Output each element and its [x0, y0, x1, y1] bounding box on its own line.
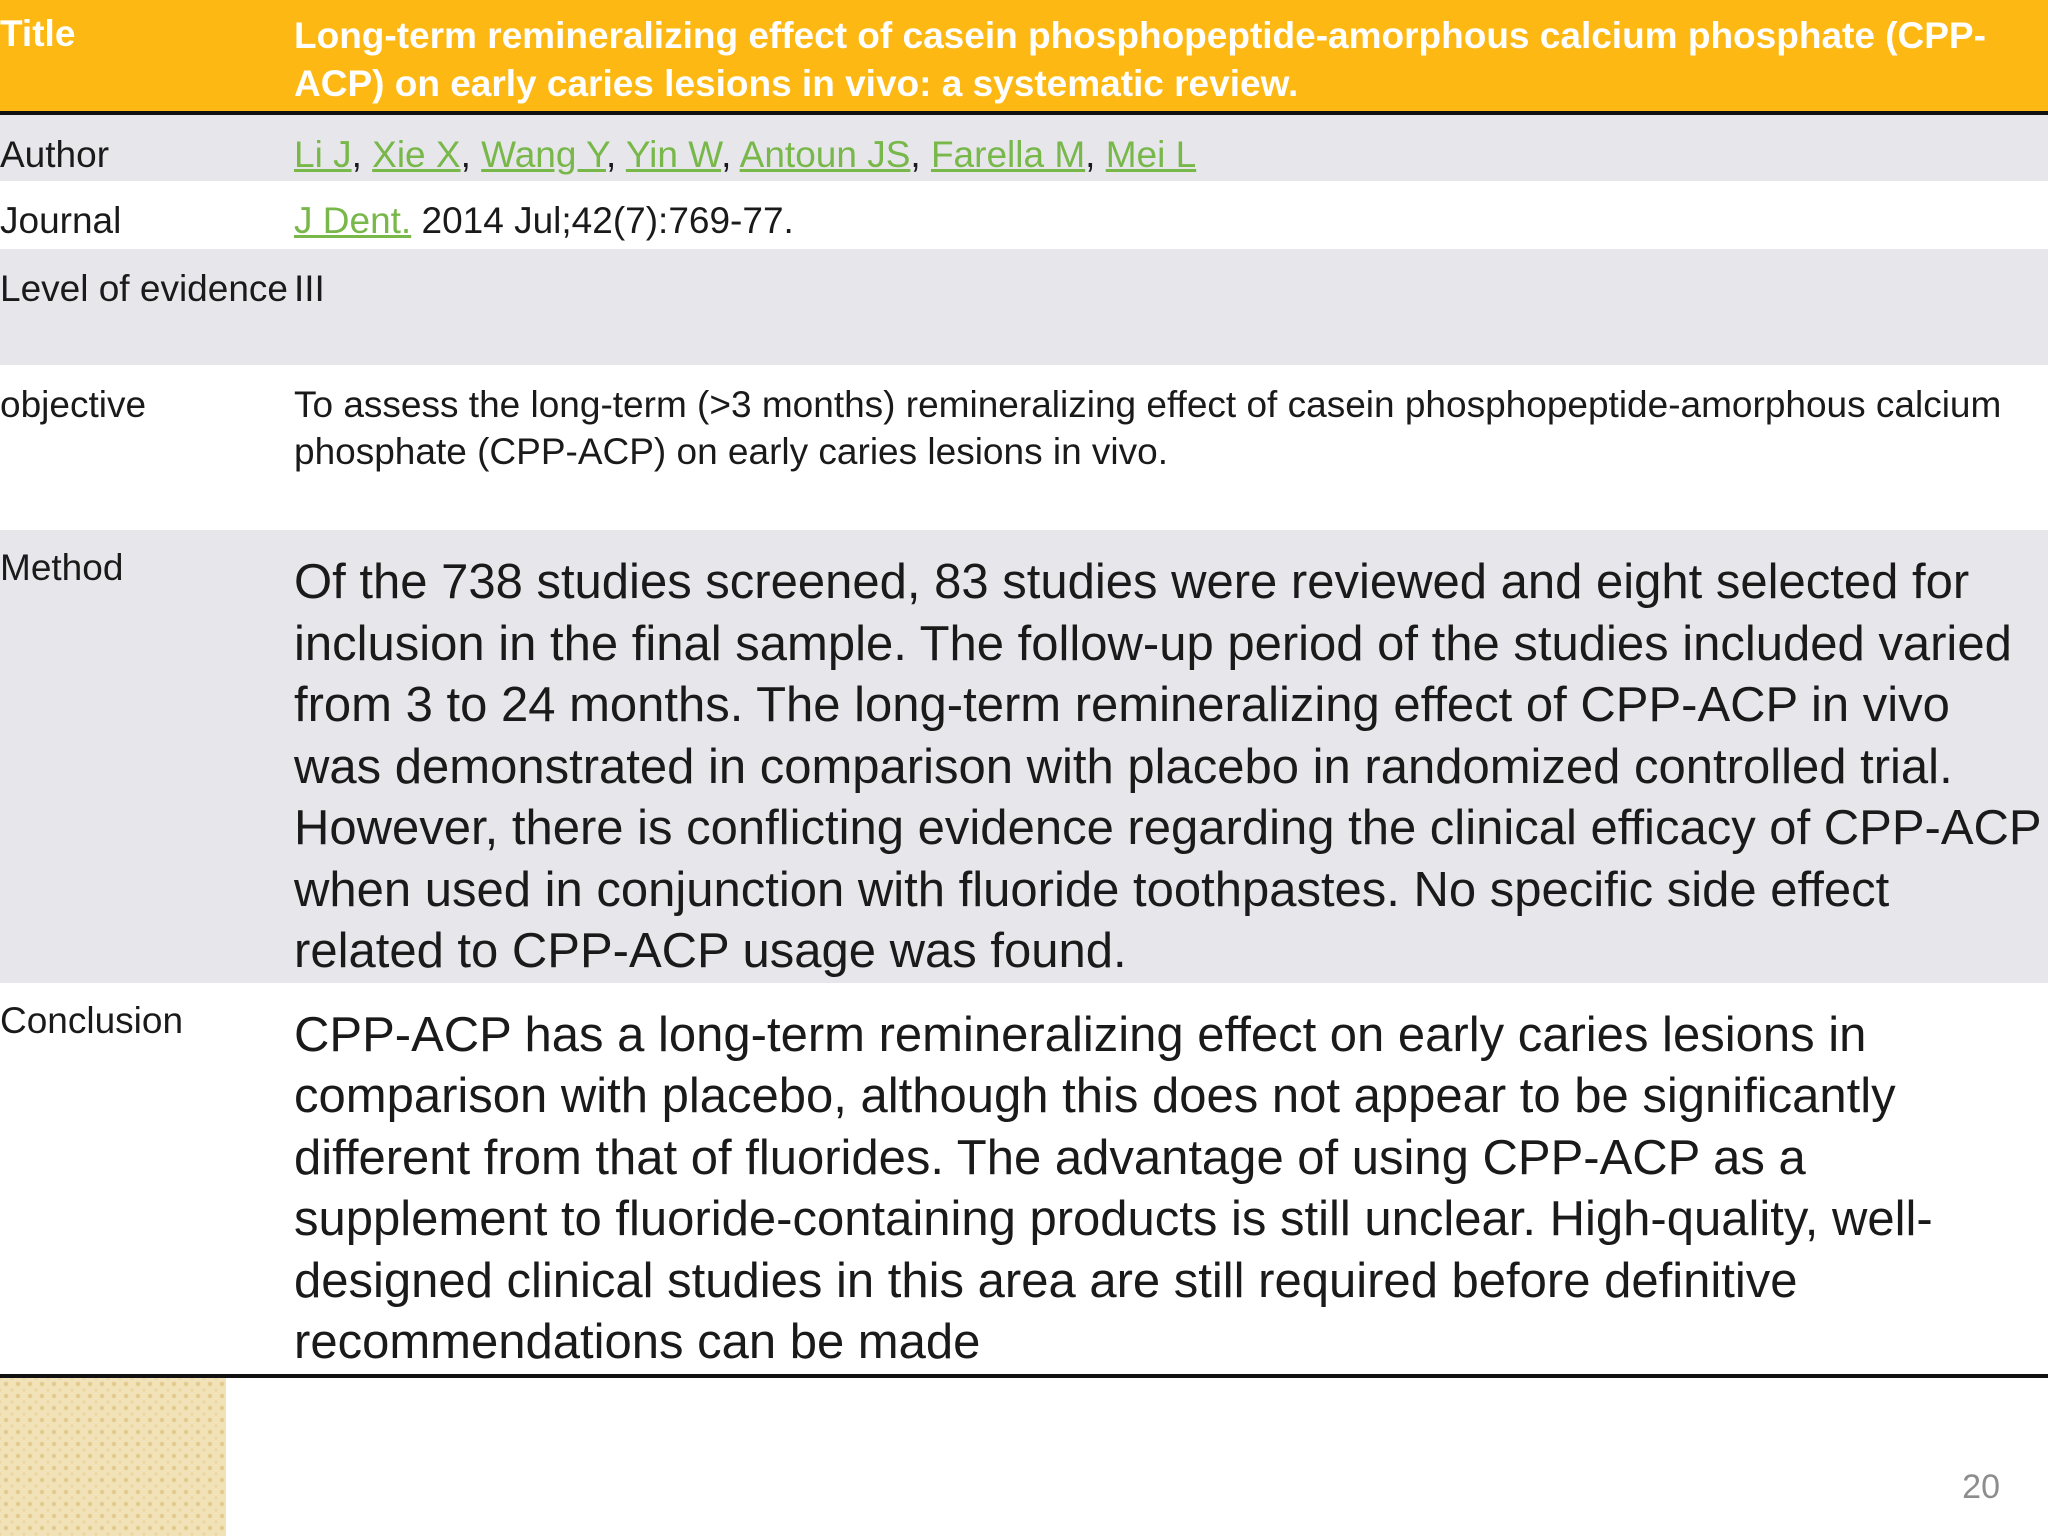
page-number: 20 [1962, 1468, 2000, 1506]
author-separator: , [351, 134, 373, 175]
title-row [0, 0, 2048, 113]
level-of-evidence-row [0, 249, 2048, 365]
journal-citation [294, 181, 2048, 245]
author-label: Author [0, 134, 110, 175]
author-link[interactable]: Wang Y [481, 134, 606, 175]
author-link[interactable]: Farella M [930, 134, 1086, 175]
method-row [0, 530, 2048, 983]
journal-label: Journal [0, 200, 122, 241]
objective-label: objective [0, 384, 147, 425]
journal-details: 2014 Jul;42(7):769-77. [411, 200, 794, 241]
author-link[interactable]: Li J [294, 134, 352, 175]
method-text: Of the 738 studies screened, 83 studies were reviewed and eight selected for inclusion in the final sample. The follow-up period of the studies included varied from 3 to 24 months. The long-term remineralizing effect of CPP-ACP in vivo was demonstrated in comparison with placebo in randomized controlled trial. However, there is conflicting evidence regarding the clinical efficacy of CPP-ACP when used in conjunction with fluoride toothpastes. No specific side effect related to CPP-ACP usage was found. [294, 555, 2041, 978]
journal-link[interactable]: J Dent. [294, 200, 412, 241]
objective-text: To assess the long-term (>3 months) remineralizing effect of casein phosphopeptide-amorphous calcium phosphate (CPP-ACP) on early caries lesions in vivo. [294, 384, 2002, 472]
method-label: Method [0, 547, 124, 588]
footer-decoration [0, 1378, 226, 1536]
journal-row [0, 181, 2048, 249]
author-link[interactable]: Xie X [372, 134, 461, 175]
author-row [0, 113, 2048, 181]
title-label: Title [0, 0, 294, 113]
conclusion-row [0, 983, 2048, 1376]
conclusion-label: Conclusion [0, 999, 184, 1041]
author-separator: , [721, 134, 740, 175]
author-separator: , [910, 134, 931, 175]
author-list [294, 115, 2048, 179]
conclusion-text: CPP-ACP has a long-term remineralizing effect on early caries lesions in comparison with placebo, although this does not appear to be significantly different from that of fluorides. The advantage of using CPP-ACP as a supplement to fluoride-containing products is still unclear. High-quality, well-designed clinical studies in this area are still required before definitive recommendations can be made [294, 1007, 1933, 1369]
level-of-evidence-value: III [294, 268, 325, 309]
author-link[interactable]: Antoun JS [739, 134, 911, 175]
author-separator: , [460, 134, 482, 175]
article-title: Long-term remineralizing effect of casein phosphopeptide-amorphous calcium phosphate (CPP-ACP) on early caries lesions in vivo: a systematic review. [294, 0, 2048, 113]
level-of-evidence-label: Level of evidence [0, 268, 288, 309]
author-link[interactable]: Mei L [1105, 134, 1197, 175]
author-link[interactable]: Yin W [625, 134, 722, 175]
author-separator: , [605, 134, 626, 175]
objective-row [0, 365, 2048, 530]
author-separator: , [1085, 134, 1106, 175]
